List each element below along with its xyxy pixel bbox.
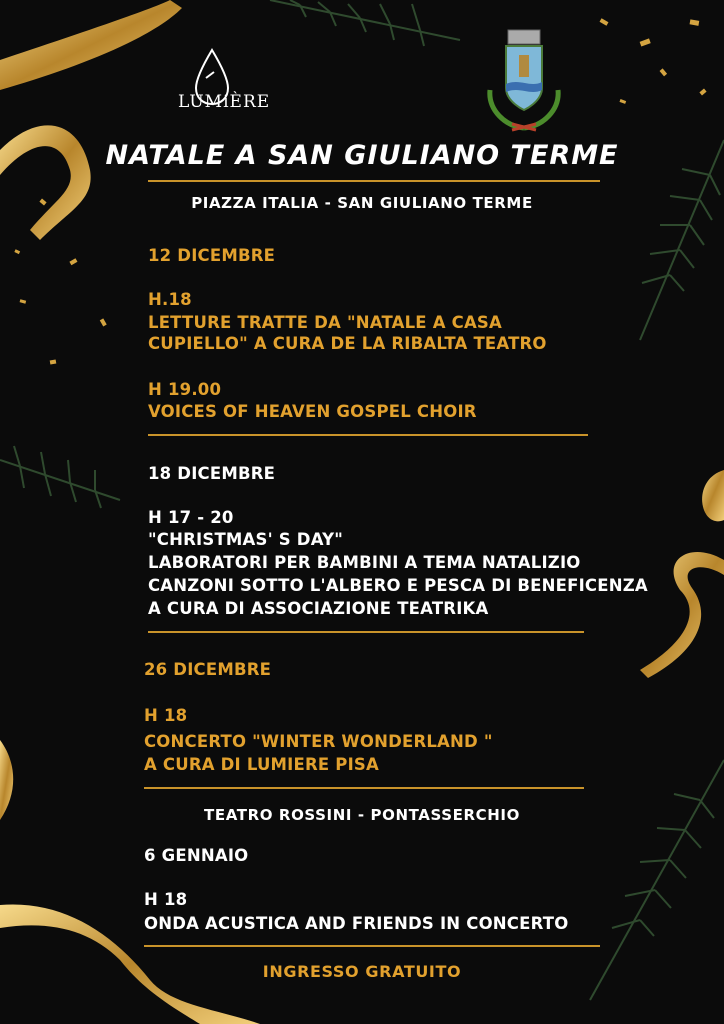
section-rule [148, 631, 584, 633]
event-description-line: CUPIELLO" A CURA DE LA RIBALTA TEATRO [148, 334, 547, 353]
free-entry-footer: INGRESSO GRATUITO [262, 962, 462, 981]
event-time: H 17 - 20 [148, 508, 234, 527]
event-description-line: CANZONI SOTTO L'ALBERO E PESCA DI BENEFICENZA [148, 576, 648, 595]
event-date: 18 DICEMBRE [148, 464, 276, 483]
event-time: H.18 [148, 290, 192, 309]
event-date: 6 GENNAIO [144, 846, 249, 865]
event-description-line: A CURA DI LUMIERE PISA [144, 755, 379, 774]
event-description-line: LETTURE TRATTE DA "NATALE A CASA [148, 313, 502, 332]
event-date: 12 DICEMBRE [148, 246, 276, 265]
pine-branch-top [270, 0, 460, 46]
event-description-line: CONCERTO "WINTER WONDERLAND " [144, 732, 493, 751]
event-description-line: VOICES OF HEAVEN GOSPEL CHOIR [148, 402, 477, 421]
section-rule [144, 945, 600, 947]
event-time: H 18 [144, 706, 188, 725]
venue-piazza-italia: PIAZZA ITALIA - SAN GIULIANO TERME [191, 194, 533, 212]
title-rule [148, 180, 600, 182]
event-date: 26 DICEMBRE [144, 660, 272, 679]
gold-ribbon-bottom-left [0, 740, 260, 1024]
event-description-line: LABORATORI PER BAMBINI A TEMA NATALIZIO [148, 553, 581, 572]
event-time: H 19.00 [148, 380, 222, 399]
event-description-line: ONDA ACUSTICA AND FRIENDS IN CONCERTO [144, 914, 569, 933]
section-rule [148, 434, 588, 436]
event-time: H 18 [144, 890, 188, 909]
section-rule [144, 787, 584, 789]
gold-ribbon-right [640, 470, 724, 678]
pine-branch-left [0, 446, 120, 508]
venue-teatro-rossini: TEATRO ROSSINI - PONTASSERCHIO [204, 806, 520, 824]
event-description-line: A CURA DI ASSOCIAZIONE TEATRIKA [148, 599, 489, 618]
coat-of-arms-icon [490, 30, 558, 130]
page-title: NATALE A SAN GIULIANO TERME [105, 140, 619, 171]
lumiere-logo-text: LUMiÈRE [178, 92, 271, 112]
event-description-line: "CHRISTMAS' S DAY" [148, 530, 344, 549]
